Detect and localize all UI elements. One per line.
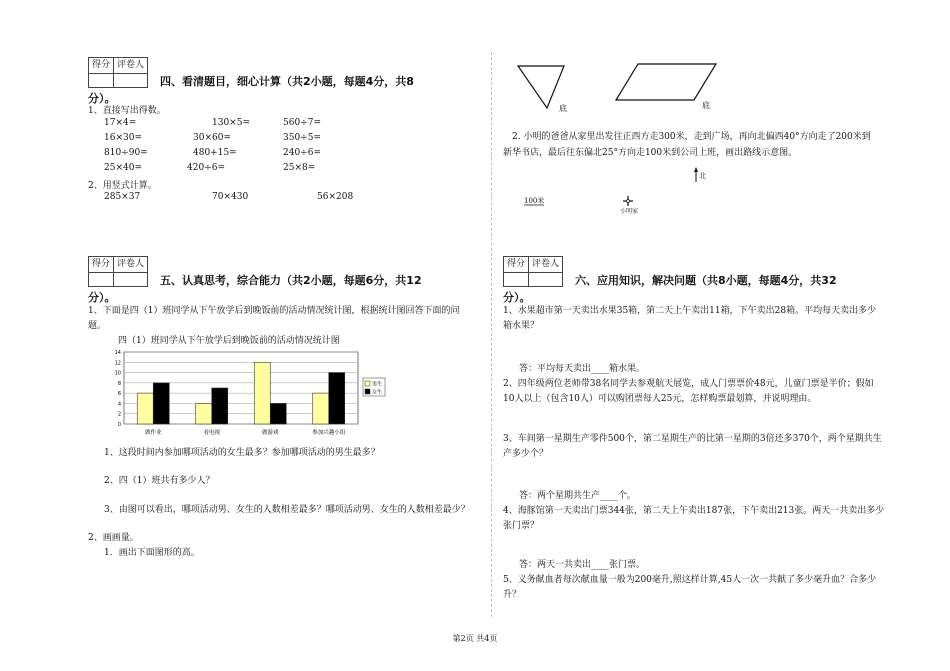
question-text: 2. 小明的爸爸从家里出发往正西方走300米，走到广场，再向北偏西40°方向走了200米到 xyxy=(512,132,871,142)
answer-line: 答：平均每天卖出____箱水果。 xyxy=(519,364,646,374)
x-tick-label: 参加兴趣小组 xyxy=(312,430,346,436)
score-label: 得分 xyxy=(507,259,526,269)
question-text: 5、义务献血者每次献血量一般为200毫升,照这样计算,45人一次一共献了多少毫升血？合多少 xyxy=(503,575,877,585)
question-text: 升？ xyxy=(503,590,522,600)
chart-title: 四（1）班同学从下午放学后到晚饭前的活动情况统计图 xyxy=(118,336,340,346)
section-5-title: 五、认真思考，综合能力（共2小题，每题6分，共12 xyxy=(160,274,422,287)
question-text: 1．画出下面图形的高。 xyxy=(104,548,200,558)
answer-line: 答：两个星期共生产____个。 xyxy=(519,491,637,501)
bar xyxy=(212,388,228,424)
geometry-figures xyxy=(512,60,732,120)
page-footer: 第2页 共4页 xyxy=(452,634,498,643)
question-text: 产多少个？ xyxy=(503,449,549,459)
arith-item: 560÷7= xyxy=(283,118,321,128)
legend-swatch xyxy=(365,381,370,386)
grader-label: 评卷人 xyxy=(113,58,147,87)
y-tick-label: 14 xyxy=(114,350,121,356)
question-text: 题。 xyxy=(88,321,107,331)
question-text: 1、下面是四（1）班同学从下午放学后到晚饭前的活动情况统计图，根据统计图回答下面的问 xyxy=(88,306,460,316)
section-6-title-cont: 分）。 xyxy=(503,291,531,304)
y-tick-label: 6 xyxy=(117,391,121,398)
score-box-sec6 xyxy=(503,256,563,287)
question-text: 3、车间第一星期生产零件500个，第二星期生产的比第一星期的3倍还多370个，两个星期共生 xyxy=(503,434,882,444)
section-4-title: 四、看清题目，细心计算（共2小题，每题4分，共8 xyxy=(160,75,414,88)
question-text: 3、由图可以看出，哪项活动男、女生的人数相差最多？哪项活动男、女生的人数相差最少？ xyxy=(104,505,470,515)
score-label: 得分 xyxy=(92,60,111,70)
arith-item: 480+15= xyxy=(193,148,237,158)
answer-line: 答：两天一共卖出____张门票。 xyxy=(519,560,646,570)
y-tick-label: 4 xyxy=(117,401,121,408)
arith-item: 420÷6= xyxy=(187,163,225,173)
arith-item: 56×208 xyxy=(317,192,354,202)
question-text: 1、这段时间内参加哪项活动的女生最多？参加哪项活动的男生最多？ xyxy=(104,448,380,458)
legend-label: 女生 xyxy=(372,389,383,396)
north-label: 北 xyxy=(699,172,706,180)
section-5-title-cont: 分）。 xyxy=(88,291,116,304)
question-text: 10人以上（包含10人）可以购团票每人25元，怎样购票最划算，并说明理由。 xyxy=(503,394,817,404)
bar xyxy=(270,403,286,424)
bar xyxy=(153,383,169,424)
score-label: 得分 xyxy=(92,259,111,269)
bar-chart xyxy=(100,348,400,440)
section-4-title-cont: 分）。 xyxy=(88,92,116,105)
x-tick-label: 做游戏 xyxy=(261,430,279,436)
grader-label: 评卷人 xyxy=(528,257,562,286)
arith-item: 285×37 xyxy=(104,192,141,202)
question-text: 1、水果超市第一天卖出水果35箱，第二天上午卖出11箱，下午卖出28箱。平均每天卖出多少 xyxy=(503,306,877,316)
column-divider xyxy=(491,52,492,617)
legend-swatch xyxy=(365,389,370,394)
home-marker-icon xyxy=(623,196,633,206)
arith-item: 130×5= xyxy=(212,118,250,128)
score-box-sec4 xyxy=(88,57,148,88)
home-label: 小明家 xyxy=(620,208,639,215)
question-text: 2、画画量。 xyxy=(88,533,139,543)
parallelogram-shape xyxy=(616,64,716,100)
x-tick-label: 做作业 xyxy=(144,430,162,436)
question-text: 2、四年级两位老师带38名同学去参观航天展览，成人门票票价48元，儿童门票是半价；假如 xyxy=(503,379,874,389)
arith-item: 17×4= xyxy=(104,118,137,128)
y-tick-label: 8 xyxy=(117,380,121,387)
x-tick-label: 看电视 xyxy=(203,430,221,436)
shape-base-label: 底 xyxy=(559,104,567,113)
triangle-shape xyxy=(518,66,564,108)
legend-label: 男生 xyxy=(372,381,383,388)
arith-item: 70×430 xyxy=(212,192,249,202)
arith-item: 30×60= xyxy=(193,133,231,143)
y-tick-label: 0 xyxy=(117,422,121,428)
scale-label: 100米 xyxy=(524,197,545,205)
y-tick-label: 12 xyxy=(114,360,121,367)
bar xyxy=(196,403,212,424)
bar xyxy=(254,362,270,424)
question-text: 张门票？ xyxy=(503,521,540,531)
question-text: 4、海豚馆第一天卖出门票344张，第二天上午卖出187张，下午卖出213张。两天一共卖出多少 xyxy=(503,506,885,516)
bar xyxy=(137,393,153,424)
y-tick-label: 10 xyxy=(114,370,121,377)
shape-base-label: 底 xyxy=(702,101,710,110)
bar xyxy=(313,393,329,424)
score-box-sec5 xyxy=(88,256,148,287)
question-text: 2、四（1）班共有多少人？ xyxy=(104,476,215,486)
question-text: 1、直接写出得数。 xyxy=(88,106,166,116)
bar xyxy=(329,373,345,424)
question-text: 2、用竖式计算。 xyxy=(88,181,157,191)
arith-item: 350÷5= xyxy=(283,133,321,143)
grader-label: 评卷人 xyxy=(113,257,147,286)
arith-item: 25×40= xyxy=(104,163,142,173)
arith-item: 16×30= xyxy=(104,133,142,143)
arith-item: 25×8= xyxy=(283,163,316,173)
question-text: 新华书店，最后往东偏北25°方向走100米到公司上班，画出路线示意图。 xyxy=(503,148,798,158)
arith-item: 240÷6= xyxy=(283,148,321,158)
arith-item: 810÷90= xyxy=(104,148,148,158)
question-text: 箱水果？ xyxy=(503,321,540,331)
section-6-title: 六、应用知识，解决问题（共8小题，每题4分，共32 xyxy=(575,274,837,287)
y-tick-label: 2 xyxy=(117,411,121,418)
